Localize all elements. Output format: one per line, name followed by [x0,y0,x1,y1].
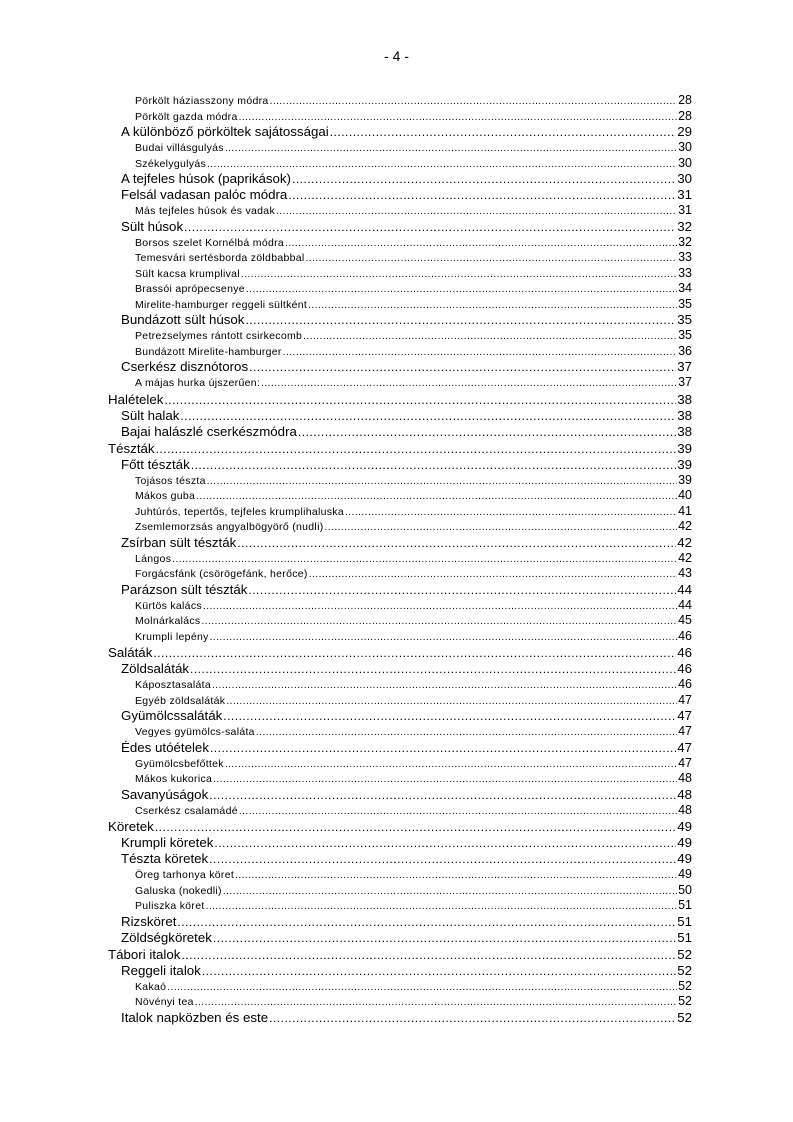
toc-entry[interactable] [108,344,692,360]
toc-entry-page: 35 [678,328,692,342]
toc-entry[interactable] [108,644,692,661]
dot-leader [330,124,676,140]
toc-entry-title: Öreg tarhonya köret [135,869,235,881]
toc-entry-page: 47 [678,724,692,738]
toc-entry-page: 48 [677,786,692,802]
toc-entry-page: 51 [677,913,692,929]
dot-leader [241,267,677,283]
toc-entry-title: Kürtös kalács [135,599,202,612]
toc-entry-page: 47 [678,755,692,770]
dot-leader [246,282,677,298]
toc-entry[interactable] [108,708,692,724]
toc-entry-page: 52 [677,946,692,962]
toc-entry[interactable] [108,375,692,391]
toc-entry-page: 35 [677,312,692,327]
toc-entry[interactable] [108,219,692,235]
toc-entry[interactable] [108,582,692,598]
toc-entry-title: Főtt tészták [121,456,190,472]
toc-entry[interactable] [108,756,692,772]
toc-entry-page: 34 [678,281,692,295]
dot-leader [235,868,677,884]
toc-entry-page: 39 [677,440,692,456]
toc-entry[interactable] [108,914,692,930]
toc-entry[interactable] [108,994,692,1010]
toc-entry[interactable] [108,787,692,803]
toc-entry-page: 33 [678,250,692,264]
toc-entry-page: 52 [677,1009,692,1025]
toc-entry-page: 37 [678,375,692,389]
toc-entry-page: 51 [677,929,692,945]
toc-entry[interactable] [108,187,692,203]
toc-entry-title: Zöldsaláták [121,661,189,676]
toc-entry-title: Sült kacsa krumplival [135,267,240,280]
toc-entry-title: Gyümölcsbefőttek [135,757,224,770]
toc-entry-title: Zsírban sült tészták [121,534,237,550]
dot-leader [156,441,677,458]
toc-entry[interactable] [108,677,692,693]
toc-entry-page: 38 [677,391,692,407]
toc-entry-page: 48 [678,802,692,817]
toc-entry[interactable] [108,408,692,424]
dot-leader [190,661,676,677]
toc-entry[interactable] [108,93,692,109]
toc-entry-title: Rizsköret [121,913,177,929]
dot-leader [214,835,676,851]
toc-entry-title: Italok napközben és este [121,1009,269,1025]
toc-entry-title: Molnárkalács [135,615,201,627]
toc-entry[interactable] [108,156,692,172]
toc-entry-title: Kakaó [135,980,167,993]
toc-entry-page: 47 [677,708,692,723]
dot-leader [223,884,677,900]
toc-entry[interactable] [108,598,692,614]
toc-entry[interactable] [108,613,692,629]
toc-entry-page: 35 [678,296,692,311]
toc-entry-title: Krumpli lepény [135,630,209,643]
dot-leader [303,329,677,345]
toc-entry[interactable] [108,504,692,520]
toc-entry[interactable] [108,488,692,504]
toc-entry-page: 42 [678,519,692,533]
toc-entry-title: Egyéb zöldsaláták [135,694,226,707]
toc-entry[interactable] [108,963,692,979]
toc-entry-page: 52 [678,994,692,1008]
toc-entry[interactable] [108,883,692,899]
dot-leader [209,851,676,867]
toc-entry[interactable] [108,124,692,140]
toc-entry-title: Felsál vadasan palóc módra [121,187,288,202]
toc-entry[interactable] [108,440,692,457]
toc-entry[interactable] [108,930,692,946]
dot-leader [177,914,676,930]
toc-entry-title: Tábori italok [108,946,181,962]
toc-entry[interactable] [108,946,692,963]
toc-entry-page: 28 [678,93,692,107]
toc-entry[interactable] [108,661,692,677]
toc-entry[interactable] [108,281,692,297]
toc-entry-title: A tejfeles húsok (paprikások) [121,171,291,186]
dot-leader [225,141,677,157]
toc-entry-page: 43 [678,566,692,580]
toc-entry-page: 49 [677,819,692,834]
dot-leader [269,1010,676,1026]
toc-entry-title: Borsos szelet Kornélbá módra [135,236,285,249]
toc-entry-page: 37 [677,359,692,374]
toc-entry-page: 30 [677,171,692,186]
toc-entry-title: Tészta köretek [121,851,209,866]
toc-entry-title: Lángos [135,552,172,565]
toc-entry-title: Köretek [108,819,154,834]
table-of-contents [108,93,692,1026]
dot-leader [153,645,676,662]
toc-entry[interactable] [108,109,692,125]
toc-entry-title: Növényi tea [135,996,194,1008]
toc-entry-page: 31 [677,187,692,202]
toc-entry-page: 47 [678,692,692,707]
dot-leader [207,474,677,490]
toc-entry[interactable] [108,519,692,535]
dot-leader [184,219,676,235]
dot-leader [308,298,677,314]
toc-entry[interactable] [108,424,692,440]
toc-entry-title: Halételek [108,391,164,407]
toc-entry-title: Édes utóételek [121,739,209,755]
toc-entry-title: A különböző pörköltek sajátosságai [121,124,329,139]
dot-leader [292,171,676,187]
toc-entry-title: Mákos kukorica [135,773,213,785]
dot-leader [172,552,677,568]
toc-entry-title: Krumpli köretek [121,835,214,850]
toc-entry-page: 33 [678,265,692,280]
toc-entry[interactable] [108,312,692,328]
dot-leader [306,251,678,267]
toc-entry-page: 39 [677,456,692,472]
toc-entry-title: Mirelite-hamburger reggeli sültként [135,298,308,311]
page-number: - 4 - [384,48,409,64]
toc-entry-page: 30 [678,155,692,170]
dot-leader [261,376,677,392]
dot-leader [212,678,677,694]
toc-entry-page: 49 [678,867,692,881]
toc-entry[interactable] [108,818,692,835]
toc-entry[interactable] [108,740,692,756]
toc-entry[interactable] [108,359,692,375]
dot-leader [155,819,676,836]
dot-leader [213,772,677,788]
toc-entry[interactable] [108,457,692,473]
toc-entry[interactable] [108,328,692,344]
dot-leader [225,757,677,773]
dot-leader [249,359,676,375]
toc-entry[interactable] [108,566,692,582]
toc-entry-title: Mákos guba [135,490,196,502]
dot-leader [196,489,677,505]
toc-entry-page: 29 [677,124,692,139]
toc-entry-title: Zöldségköretek [121,929,212,945]
toc-entry-title: Petrezselymes rántott csirkecomb [135,330,303,342]
toc-entry-title: Savanyúságok [121,786,209,802]
toc-entry[interactable] [108,771,692,787]
dot-leader [237,535,676,551]
toc-entry-page: 46 [678,628,692,643]
dot-leader [245,312,676,328]
toc-entry[interactable] [108,867,692,883]
toc-entry-title: Cserkész disznótoros [121,359,249,374]
toc-entry-title: Más tejfeles húsok és vadak [135,205,276,217]
toc-entry[interactable] [108,250,692,266]
dot-leader [256,725,677,741]
toc-entry-page: 48 [678,771,692,785]
toc-entry-page: 42 [678,550,692,565]
toc-entry-page: 52 [678,978,692,993]
dot-leader [210,630,677,646]
dot-leader [239,110,678,126]
toc-entry-page: 49 [677,835,692,850]
toc-entry-title: Bajai halászlé cserkészmódra [121,423,297,439]
toc-entry-title: Pörkölt gazda módra [135,110,238,123]
toc-entry-page: 38 [677,407,692,423]
dot-leader [298,424,676,440]
dot-leader [195,995,677,1011]
toc-entry[interactable] [108,693,692,709]
toc-entry-page: 52 [677,962,692,978]
toc-entry-page: 51 [678,898,692,912]
toc-entry-title: Juhtúrós, tepertős, tejfeles krumplihaluska [135,505,344,518]
toc-entry[interactable] [108,1010,692,1026]
dot-leader [201,614,677,630]
toc-entry-page: 44 [677,581,692,597]
toc-entry-page: 46 [678,677,692,691]
dot-leader [248,582,676,598]
toc-entry-page: 32 [677,218,692,234]
toc-entry[interactable] [108,535,692,551]
dot-leader [209,787,676,803]
toc-entry-title: Bundázott sült húsok [121,312,245,327]
toc-entry[interactable] [108,171,692,187]
toc-entry-page: 45 [678,613,692,627]
toc-entry[interactable] [108,803,692,819]
dot-leader [203,599,677,615]
dot-leader [285,236,677,252]
toc-entry[interactable] [108,140,692,156]
dot-leader [288,187,676,203]
dot-leader [325,520,678,536]
dot-leader [210,740,676,756]
toc-entry[interactable] [108,724,692,740]
toc-entry-title: Pörkölt háziasszony módra [135,95,269,107]
toc-entry[interactable] [108,235,692,251]
toc-entry-title: Káposztasaláta [135,679,211,691]
toc-entry-page: 47 [677,739,692,755]
toc-entry-page: 28 [678,108,692,123]
dot-leader [239,804,677,820]
toc-entry-page: 46 [677,661,692,676]
toc-entry-page: 50 [678,882,692,897]
dot-leader [202,963,676,979]
dot-leader [345,505,677,521]
toc-entry-title: Cserkész csalamádé [135,804,238,817]
toc-entry[interactable] [108,203,692,219]
toc-entry-title: Sült húsok [121,218,184,234]
toc-entry-title: A májas hurka újszerűen: [135,377,261,389]
toc-entry-page: 31 [678,203,692,217]
toc-entry-title: Galuska (nokedli) [135,884,222,897]
toc-entry-title: Parázson sült tészták [121,581,248,597]
dot-leader [191,457,676,473]
toc-entry-title: Puliszka köret [135,900,205,912]
toc-entry-page: 39 [678,472,692,487]
toc-entry-title: Vegyes gyümölcs-saláta [135,726,255,738]
dot-leader [206,899,678,915]
toc-entry-title: Sült halak [121,407,180,423]
dot-leader [207,157,677,173]
dot-leader [283,345,677,361]
dot-leader [270,94,678,110]
toc-entry-page: 38 [677,423,692,439]
dot-leader [276,204,677,220]
toc-entry-page: 46 [677,645,692,660]
toc-entry-page: 44 [678,597,692,612]
toc-entry-title: Reggeli italok [121,962,201,978]
toc-entry[interactable] [108,835,692,851]
toc-entry-page: 36 [678,343,692,358]
toc-entry-title: Gyümölcssaláták [121,708,223,723]
dot-leader [164,392,676,409]
toc-entry-page: 49 [677,851,692,866]
toc-entry[interactable] [108,391,692,408]
toc-entry[interactable] [108,851,692,867]
dot-leader [309,567,677,583]
toc-entry-page: 32 [678,234,692,249]
dot-leader [213,930,676,946]
dot-leader [223,708,676,724]
toc-entry-title: Székelygulyás [135,157,207,170]
toc-entry[interactable] [108,297,692,313]
toc-entry-title: Tészták [108,440,155,456]
toc-entry-title: Bundázott Mirelite-hamburger [135,345,282,358]
dot-leader [180,408,676,424]
toc-entry-title: Zsemlemorzsás angyalbögyörő (nudli) [135,521,324,533]
toc-entry[interactable] [108,473,692,489]
toc-entry[interactable] [108,551,692,567]
toc-entry-page: 42 [677,534,692,550]
toc-entry-title: Tojásos tészta [135,474,206,487]
toc-entry-page: 40 [678,488,692,502]
toc-entry-page: 41 [678,503,692,518]
dot-leader [226,694,677,710]
dot-leader [181,947,676,964]
dot-leader [167,980,677,996]
toc-entry-title: Saláták [108,645,153,660]
toc-entry-title: Brassói aprópecsenye [135,283,245,295]
toc-entry-page: 30 [678,140,692,154]
toc-entry-title: Budai villásgulyás [135,142,224,154]
toc-entry[interactable] [108,898,692,914]
toc-entry-title: Temesvári sertésborda zöldbabbal [135,252,305,264]
toc-entry-title: Forgácsfánk (csörögefánk, herőce) [135,568,308,580]
toc-entry[interactable] [108,979,692,995]
toc-entry[interactable] [108,266,692,282]
toc-entry[interactable] [108,629,692,645]
